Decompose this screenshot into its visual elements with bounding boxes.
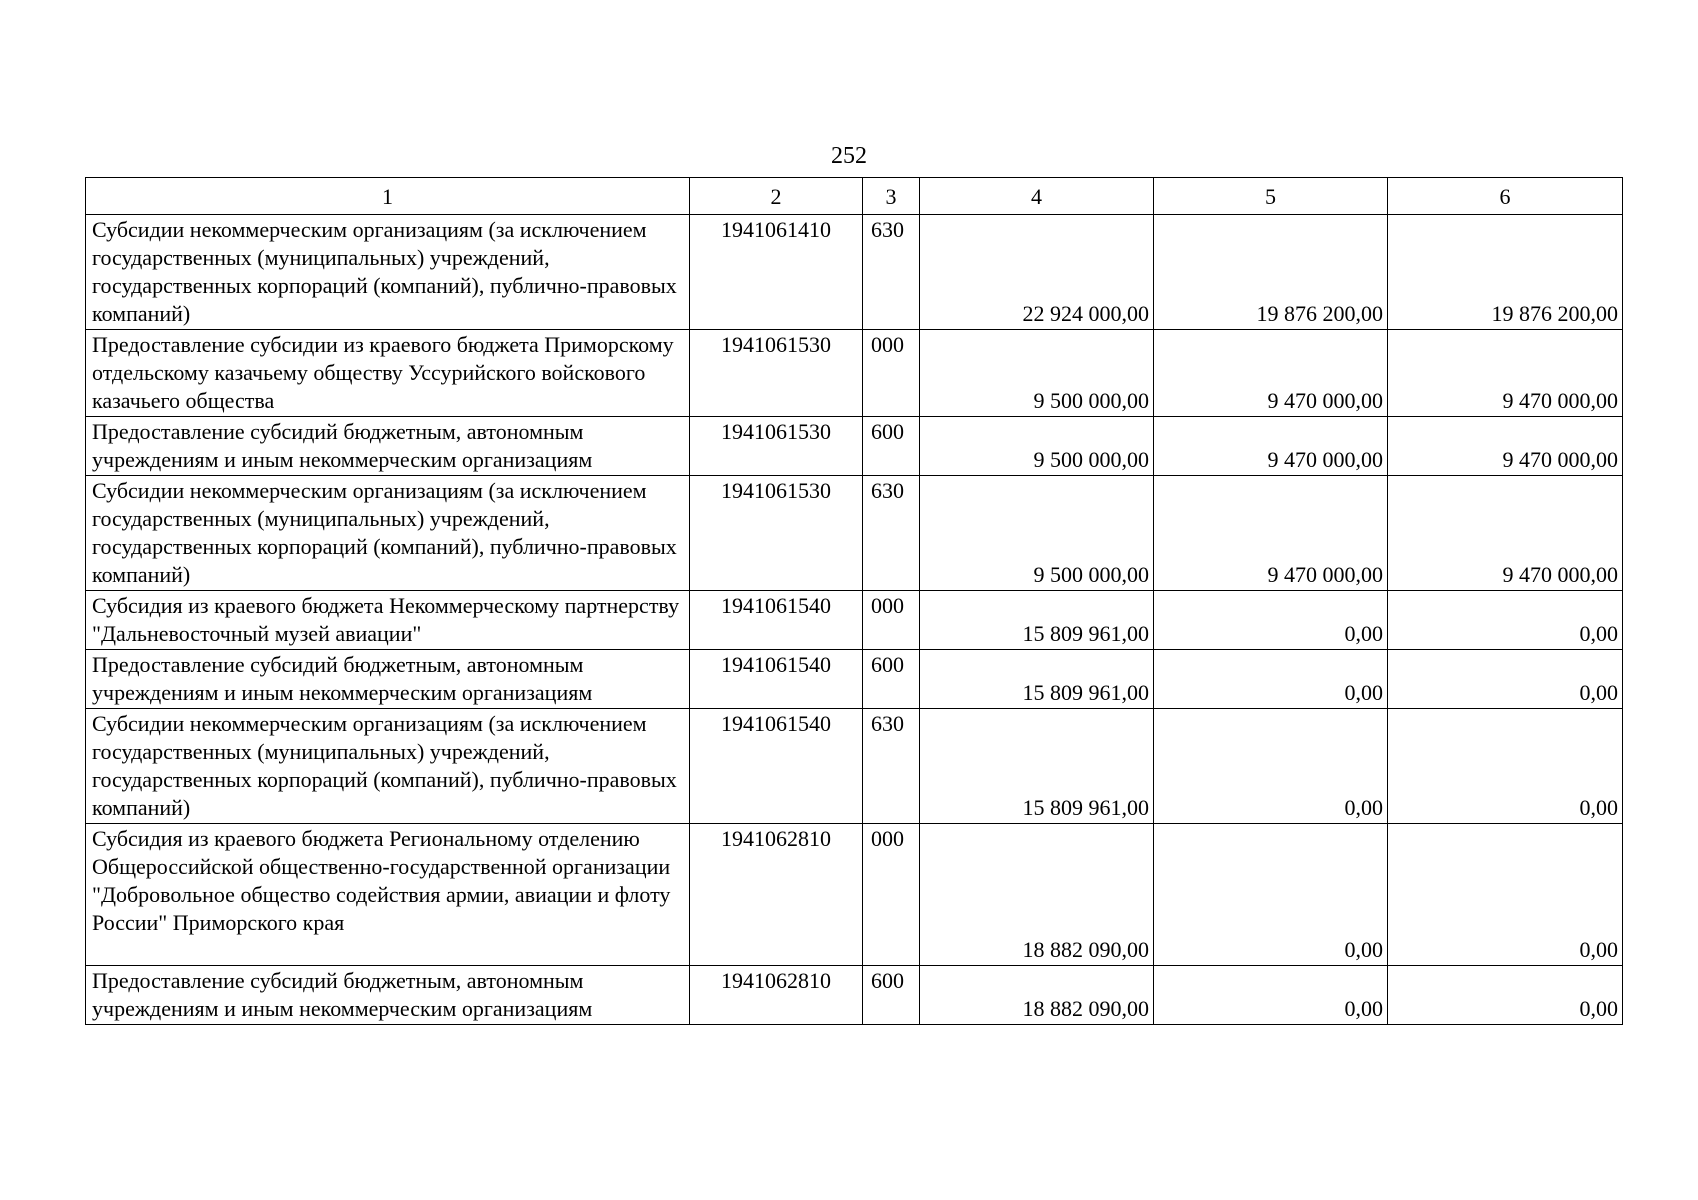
row-amount-col6: 0,00 — [1388, 966, 1623, 1025]
row-amount-col4: 22 924 000,00 — [920, 215, 1154, 330]
row-amount-col4: 15 809 961,00 — [920, 709, 1154, 824]
header-col-5: 5 — [1154, 178, 1388, 215]
row-amount-col5: 0,00 — [1154, 650, 1388, 709]
row-name: Субсидии некоммерческим организациям (за исключением государственных (муниципальных) учреждений, государственных корпораций (компаний), публично-правовых компаний) — [86, 709, 690, 824]
row-amount-col6: 0,00 — [1388, 824, 1623, 966]
row-name: Предоставление субсидии из краевого бюджета Приморскому отдельскому казачьему обществу Уссурийского войскового казачьего общества — [86, 330, 690, 417]
row-kind: 630 — [863, 215, 920, 330]
row-amount-col5: 0,00 — [1154, 824, 1388, 966]
row-name: Предоставление субсидий бюджетным, автономным учреждениям и иным некоммерческим организациям — [86, 417, 690, 476]
row-code: 1941061540 — [690, 650, 863, 709]
table-row — [86, 709, 1623, 824]
table-row — [86, 650, 1623, 709]
row-amount-col4: 18 882 090,00 — [920, 966, 1154, 1025]
row-kind: 600 — [863, 966, 920, 1025]
row-name: Субсидия из краевого бюджета Региональному отделению Общероссийской общественно-государственной организации "Добровольное общество содействия армии, авиации и флоту России" Приморского края — [86, 824, 690, 966]
budget-table — [85, 177, 1623, 1025]
row-amount-col4: 15 809 961,00 — [920, 650, 1154, 709]
row-amount-col6: 0,00 — [1388, 650, 1623, 709]
row-amount-col4: 18 882 090,00 — [920, 824, 1154, 966]
row-name: Субсидии некоммерческим организациям (за исключением государственных (муниципальных) учреждений, государственных корпораций (компаний), публично-правовых компаний) — [86, 215, 690, 330]
table-row — [86, 417, 1623, 476]
row-name: Предоставление субсидий бюджетным, автономным учреждениям и иным некоммерческим организациям — [86, 650, 690, 709]
row-code: 1941062810 — [690, 966, 863, 1025]
table-row — [86, 330, 1623, 417]
row-kind: 630 — [863, 709, 920, 824]
header-row — [86, 178, 1623, 215]
row-code: 1941061530 — [690, 417, 863, 476]
row-code: 1941061540 — [690, 709, 863, 824]
row-amount-col5: 19 876 200,00 — [1154, 215, 1388, 330]
header-col-1: 1 — [86, 178, 690, 215]
row-code: 1941061530 — [690, 330, 863, 417]
row-code: 1941061410 — [690, 215, 863, 330]
row-amount-col6: 9 470 000,00 — [1388, 417, 1623, 476]
row-amount-col5: 0,00 — [1154, 591, 1388, 650]
row-amount-col5: 9 470 000,00 — [1154, 330, 1388, 417]
row-amount-col6: 19 876 200,00 — [1388, 215, 1623, 330]
header-col-3: 3 — [863, 178, 920, 215]
row-kind: 000 — [863, 824, 920, 966]
row-amount-col5: 9 470 000,00 — [1154, 476, 1388, 591]
row-amount-col6: 0,00 — [1388, 709, 1623, 824]
row-amount-col6: 9 470 000,00 — [1388, 330, 1623, 417]
row-name: Предоставление субсидий бюджетным, автономным учреждениям и иным некоммерческим организациям — [86, 966, 690, 1025]
row-code: 1941061540 — [690, 591, 863, 650]
row-amount-col6: 0,00 — [1388, 591, 1623, 650]
row-amount-col5: 9 470 000,00 — [1154, 417, 1388, 476]
table-row — [86, 824, 1623, 966]
table-row — [86, 591, 1623, 650]
table-row — [86, 476, 1623, 591]
row-amount-col6: 9 470 000,00 — [1388, 476, 1623, 591]
row-kind: 000 — [863, 330, 920, 417]
row-amount-col5: 0,00 — [1154, 966, 1388, 1025]
row-kind: 600 — [863, 650, 920, 709]
header-col-6: 6 — [1388, 178, 1623, 215]
row-name: Субсидии некоммерческим организациям (за исключением государственных (муниципальных) учреждений, государственных корпораций (компаний), публично-правовых компаний) — [86, 476, 690, 591]
row-amount-col4: 9 500 000,00 — [920, 417, 1154, 476]
page-number: 252 — [831, 143, 867, 169]
header-col-4: 4 — [920, 178, 1154, 215]
row-amount-col5: 0,00 — [1154, 709, 1388, 824]
row-kind: 630 — [863, 476, 920, 591]
row-amount-col4: 9 500 000,00 — [920, 476, 1154, 591]
row-name: Субсидия из краевого бюджета Некоммерческому партнерству "Дальневосточный музей авиации" — [86, 591, 690, 650]
row-kind: 000 — [863, 591, 920, 650]
row-code: 1941062810 — [690, 824, 863, 966]
row-kind: 600 — [863, 417, 920, 476]
row-code: 1941061530 — [690, 476, 863, 591]
table-row — [86, 966, 1623, 1025]
table-row — [86, 215, 1623, 330]
row-amount-col4: 15 809 961,00 — [920, 591, 1154, 650]
row-amount-col4: 9 500 000,00 — [920, 330, 1154, 417]
header-col-2: 2 — [690, 178, 863, 215]
